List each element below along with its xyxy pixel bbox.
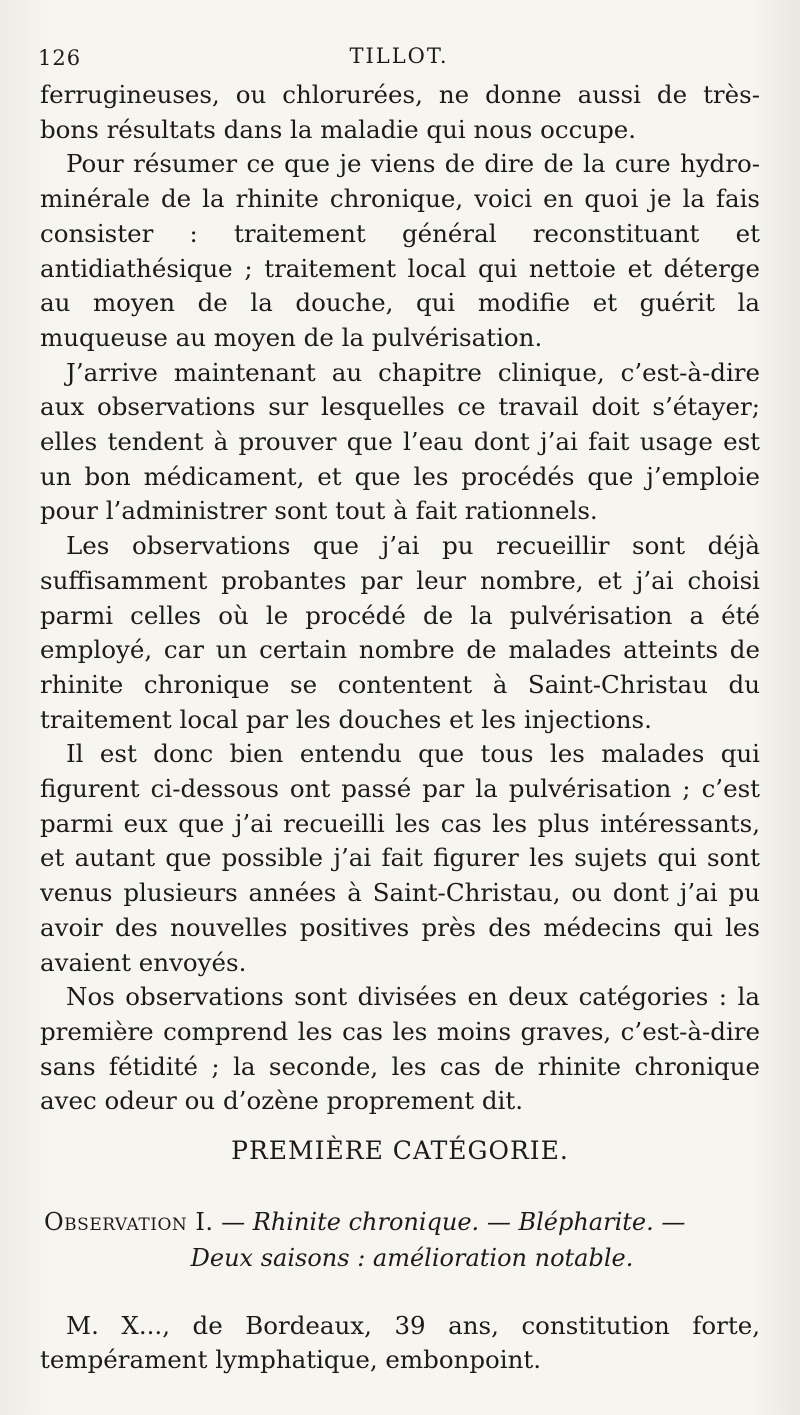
- observation-paragraph: M. X..., de Bordeaux, 39 ans, constitution forte, tempérament lymphatique, embonpoint.: [40, 1311, 760, 1374]
- observation-label: Observation I.: [44, 1208, 214, 1236]
- paragraph-4: Les observations que j’ai pu recueillir sont déjà suffisamment probantes par leur nombre, et j’ai choisi parmi celles où le procédé de la pulvérisation a été employé, car un certain nombre de malades atteints de rhinite chronique se contentent à Saint-Christau du traitement local par les douches et les injections.: [40, 531, 760, 734]
- observation-text: [40, 1309, 760, 1377]
- paragraph-3: J’arrive maintenant au chapitre clinique, c’est-à-dire aux observations sur lesquelles ce travail doit s’étayer; elles tendent à prouver que l’eau dont j’ai fait usage est un bon médicament, et que les procédés que j’emploie pour l’administrer sont tout à fait rationnels.: [40, 357, 760, 526]
- paragraph-2: Pour résumer ce que je viens de dire de la cure hydro-minérale de la rhinite chronique, voici en quoi je la fais consister : traitement général reconstituant et antidiathésique ; traitement local qui nettoie et déterge au moyen de la douche, qui modifie et guérit la muqueuse au moyen de la pulvérisation.: [40, 149, 760, 352]
- paragraph-1: ferrugineuses, ou chlorurées, ne donne aussi de très-bons résultats dans la maladie qui nous occupe.: [40, 80, 760, 144]
- observation-heading: [44, 1204, 760, 1276]
- paragraph-6: Nos observations sont divisées en deux catégories : la première comprend les cas les moins graves, c’est-à-dire sans fétidité ; la seconde, les cas de rhinite chronique avec odeur ou d’ozène proprement dit.: [40, 982, 760, 1116]
- observation-title-line2: Deux saisons : amélioration notable.: [190, 1244, 634, 1272]
- body-text: [40, 78, 760, 1119]
- running-head: TILLOT.: [349, 44, 449, 68]
- paragraph-5: Il est donc bien entendu que tous les malades qui figurent ci-dessous ont passé par la pulvérisation ; c’est parmi eux que j’ai recueilli les cas les plus intéressants, et autant que possible j’ai fait figurer les sujets qui sont venus plusieurs années à Saint-Christau, ou dont j’ai pu avoir des nouvelles positives près des médecins qui les avaient envoyés.: [40, 739, 760, 977]
- page-number: 126: [38, 46, 82, 70]
- observation-title-line1: — Rhinite chronique. — Blépharite. —: [221, 1208, 686, 1236]
- section-title: PREMIÈRE CATÉGORIE.: [231, 1136, 569, 1165]
- page-header: [38, 40, 760, 74]
